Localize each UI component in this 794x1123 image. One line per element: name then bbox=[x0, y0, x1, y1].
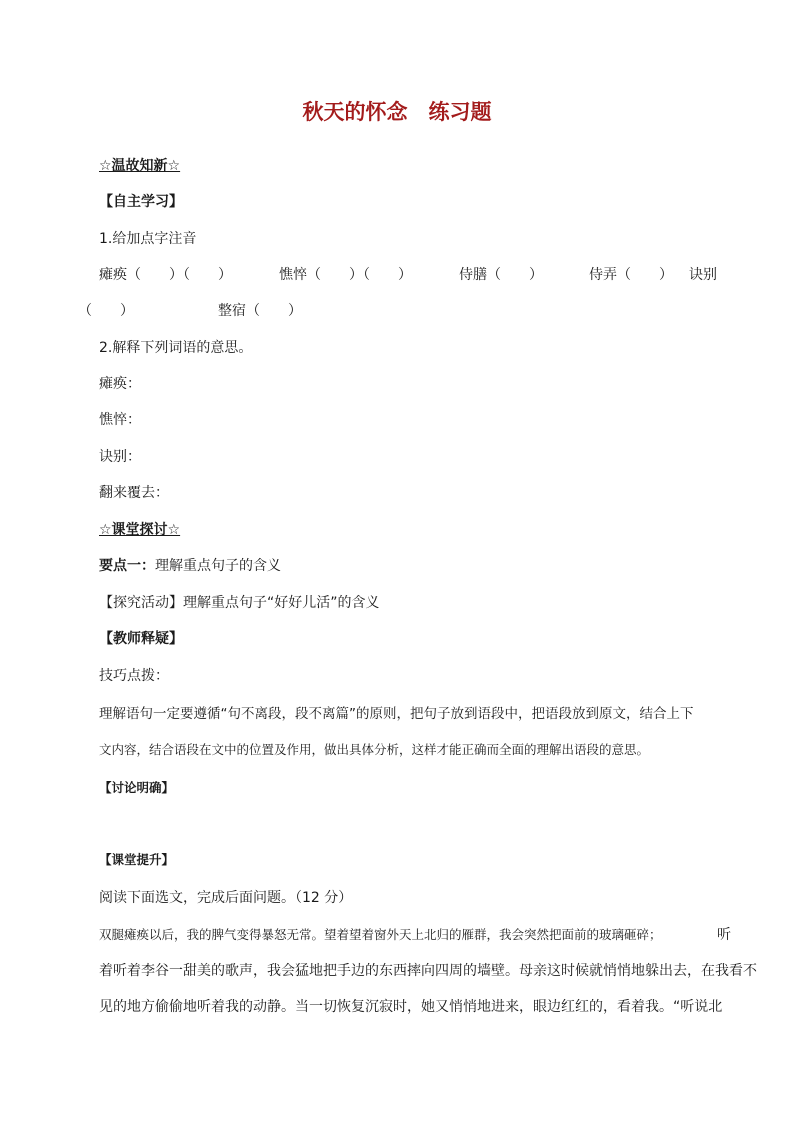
passage-line-2: 着听着李谷一甜美的歌声，我会猛地把手边的东西摔向四周的墙壁。母亲这时候就悄悄地躲出去，在我看不 bbox=[99, 963, 757, 979]
point-one bbox=[99, 556, 281, 576]
pinyin-item-shishan: 侍膳（ ） bbox=[459, 267, 543, 283]
inquiry-text: 理解重点句子“好好儿活”的含义 bbox=[183, 595, 380, 611]
self-study-label: 【自主学习】 bbox=[99, 194, 183, 210]
inquiry-activity bbox=[99, 593, 380, 613]
term-fanlaifuqu: 翻来覆去： bbox=[99, 485, 169, 501]
pinyin-item-shinong: 侍弄（ ） bbox=[589, 267, 673, 283]
classroom-improvement-label: 【课堂提升】 bbox=[99, 852, 175, 867]
inquiry-label: 【探究活动】 bbox=[99, 595, 183, 611]
pinyin-item-zhengxiu: 整宿（ ） bbox=[218, 303, 302, 319]
tips-line-1: 理解语句一定要遵循“句不离段，段不离篇”的原则，把句子放到语段中，把语段放到原文，结合上下 bbox=[99, 706, 694, 722]
section-header-discussion: ☆课堂探讨☆ bbox=[99, 522, 181, 538]
pinyin-item-qiaocui: 憔悴（ ）（ ） bbox=[279, 267, 412, 283]
passage-line-1-end: 听 bbox=[717, 927, 731, 943]
pinyin-blank-jiebie: （ ） bbox=[78, 303, 134, 319]
tips-label: 技巧点拨： bbox=[99, 668, 169, 684]
passage-line-3: 见的地方偷偷地听着我的动静。当一切恢复沉寂时，她又悄悄地进来，眼边红红的，看着我。“听说北 bbox=[99, 999, 723, 1015]
teacher-explanation-label: 【教师释疑】 bbox=[99, 631, 183, 647]
section-header-review: ☆温故知新☆ bbox=[99, 158, 181, 174]
term-tanhuan: 瘫痪： bbox=[99, 376, 141, 392]
reading-prompt: 阅读下面选文，完成后面问题。（12 分） bbox=[99, 890, 353, 906]
pinyin-item-tanhuan: 瘫痪（ ）（ ） bbox=[99, 267, 232, 283]
pinyin-item-jiebie: 诀别 bbox=[689, 267, 717, 283]
point-one-label: 要点一： bbox=[99, 558, 155, 574]
point-one-text: 理解重点句子的含义 bbox=[155, 558, 281, 574]
page-title: 秋天的怀念 练习题 bbox=[302, 99, 492, 124]
tips-line-2: 文内容，结合语段在文中的位置及作用，做出具体分析，这样才能正确而全面的理解出语段的意思。 bbox=[99, 742, 650, 757]
term-jiebie: 诀别： bbox=[99, 449, 141, 465]
term-qiaocui: 憔悴： bbox=[99, 412, 141, 428]
question-2-prompt: 2.解释下列词语的意思。 bbox=[99, 340, 253, 356]
discussion-label: 【讨论明确】 bbox=[99, 780, 175, 795]
question-1-prompt: 1.给加点字注音 bbox=[99, 231, 197, 247]
passage-line-1-text: 双腿瘫痪以后，我的脾气变得暴怒无常。望着望着窗外天上北归的雁群，我会突然把面前的玻璃砸碎； bbox=[99, 927, 662, 942]
